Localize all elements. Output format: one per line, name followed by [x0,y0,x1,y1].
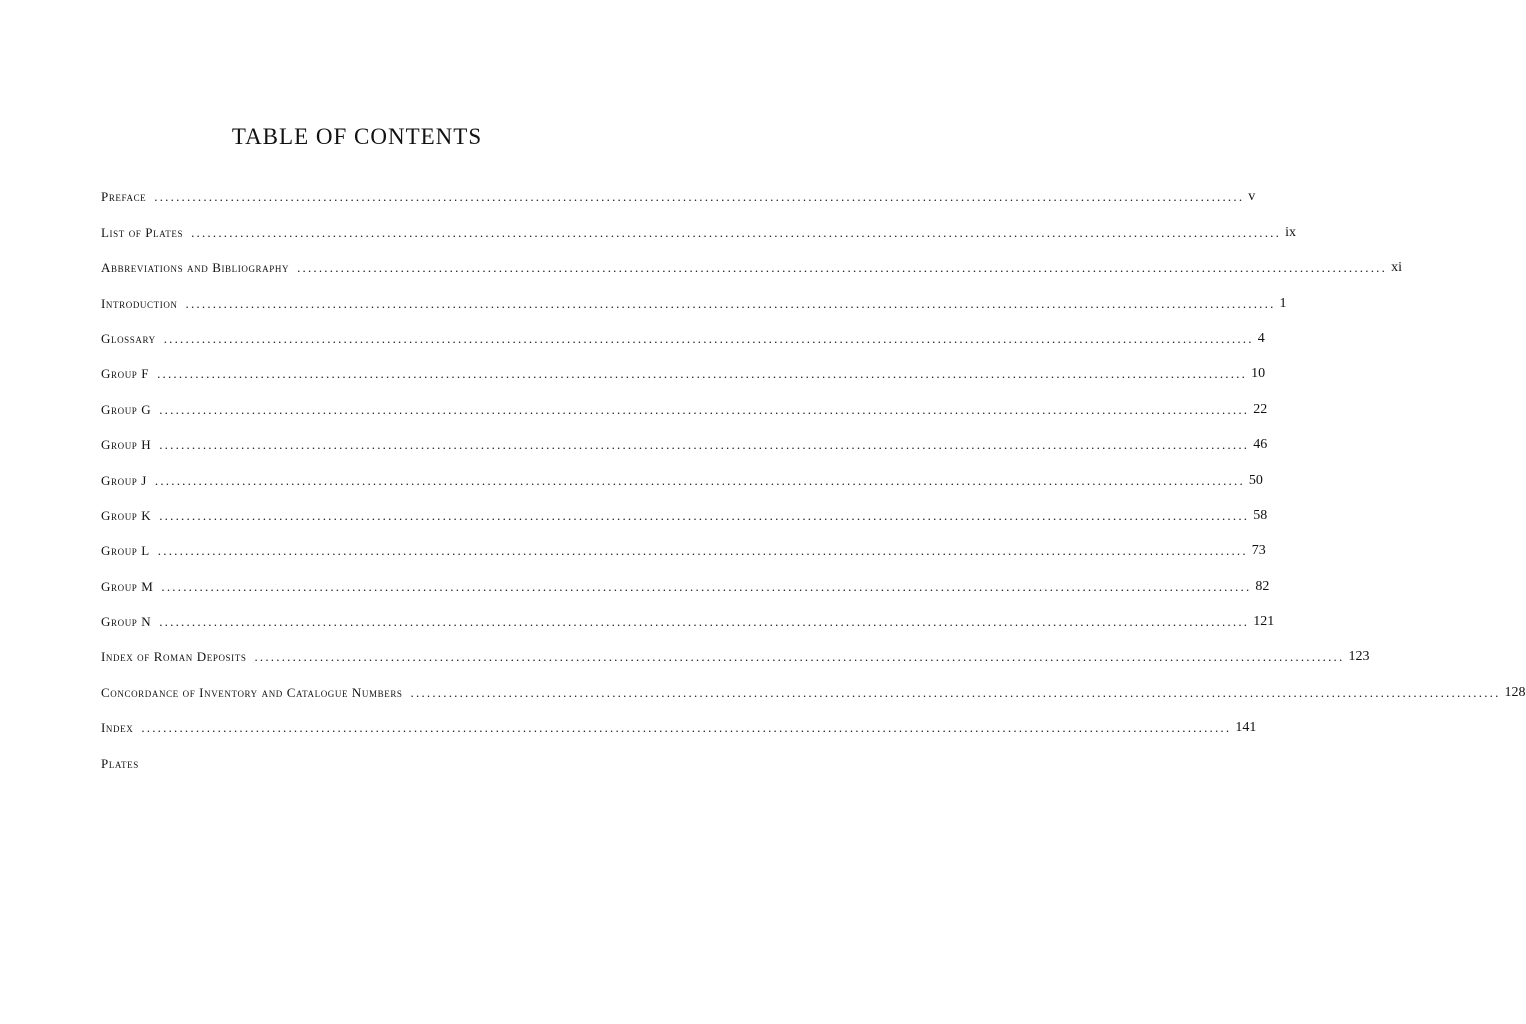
toc-entry-label: Group F [101,366,150,382]
page-title: TABLE OF CONTENTS [231,124,483,149]
toc-entry-label: Group L [101,543,150,559]
dot-leader: ........................................................................................................................................................................................................ [163,330,1254,346]
toc-entry-label: Group J [101,472,147,488]
toc-entry-page: 50 [1248,472,1263,488]
toc-entry-label: List of Plates [101,224,184,240]
dot-leader: ........................................................................................................................................................................................................ [157,543,1248,559]
dot-leader: ........................................................................................................................................................................................................ [410,684,1501,700]
dot-leader: ........................................................................................................................................................................................................ [154,472,1245,488]
toc-entry-label: Group H [101,437,152,453]
toc-entry [101,205,1296,240]
toc-entry [101,665,1526,700]
toc-entry [101,489,1268,524]
toc-entry [101,382,1268,417]
toc-entry [101,559,1270,594]
toc-entry-label: Group G [101,401,152,417]
toc-entry-label: Glossary [101,330,156,346]
dot-leader: ........................................................................................................................................................................................................ [297,260,1388,276]
toc-entry [101,524,1266,559]
toc-entry [101,736,569,771]
toc-entry-label: Group M [101,578,154,594]
toc-entry [101,701,1257,736]
toc-entry-label: Index of Roman Deposits [101,649,247,665]
toc-entry-page: 141 [1235,720,1257,736]
toc-entry-label: Index [101,720,134,736]
dot-leader: ........................................................................................................................................................................................................ [154,189,1245,205]
dot-leader: ........................................................................................................................................................................................................ [159,437,1250,453]
toc-entry-label: Group K [101,507,152,523]
toc-entry [101,170,1256,205]
toc-entry-page: 58 [1253,507,1268,523]
toc-entry [101,595,1275,630]
toc-entry-page: 128 [1504,684,1526,700]
dot-leader: ........................................................................................................................................................................................................ [191,224,1282,240]
toc-entry-page: 82 [1255,578,1270,594]
toc-entry-page: v [1248,189,1256,205]
dot-leader: ........................................................................................................................................................................................................ [141,720,1232,736]
dot-leader: ........................................................................................................................................................................................................ [254,649,1345,665]
toc-entry-page: 73 [1251,543,1266,559]
toc-entry-page: 10 [1251,366,1266,382]
toc-entry-label: Abbreviations and Bibliography [101,260,290,276]
toc-entry-page: 123 [1348,649,1370,665]
toc-entry-label: Introduction [101,295,178,311]
dot-leader: ........................................................................................................................................................................................................ [161,578,1252,594]
toc-entry-page: 121 [1253,614,1275,630]
dot-leader: ........................................................................................................................................................................................................ [185,295,1276,311]
toc-entry-page: 22 [1253,401,1268,417]
dot-leader: ........................................................................................................................................................................................................ [159,401,1250,417]
dot-leader: ........................................................................................................................................................................................................ [157,366,1248,382]
toc-entry [101,453,1263,488]
toc-entry [101,630,1370,665]
toc-entry-label: Group N [101,614,152,630]
toc-entry-page: 4 [1257,330,1265,346]
dot-leader: ........................................................................................................................................................................................................ [159,614,1250,630]
toc-entry-page: 46 [1253,437,1268,453]
toc-entry-page: 1 [1279,295,1287,311]
toc-entry-label: Plates [101,755,139,771]
toc-list [101,170,1526,772]
toc-entry [101,276,1287,311]
toc-entry [101,418,1268,453]
toc-entry-page: ix [1285,224,1296,240]
toc-entry-label: Concordance of Inventory and Catalogue Numbers [101,684,403,700]
dot-leader: ........................................................................................................................................................................................................ [159,507,1250,523]
toc-entry [101,241,1402,276]
toc-entry [101,347,1266,382]
toc-entry-page: xi [1391,260,1402,276]
toc-entry [101,312,1265,347]
toc-entry-label: Preface [101,189,147,205]
